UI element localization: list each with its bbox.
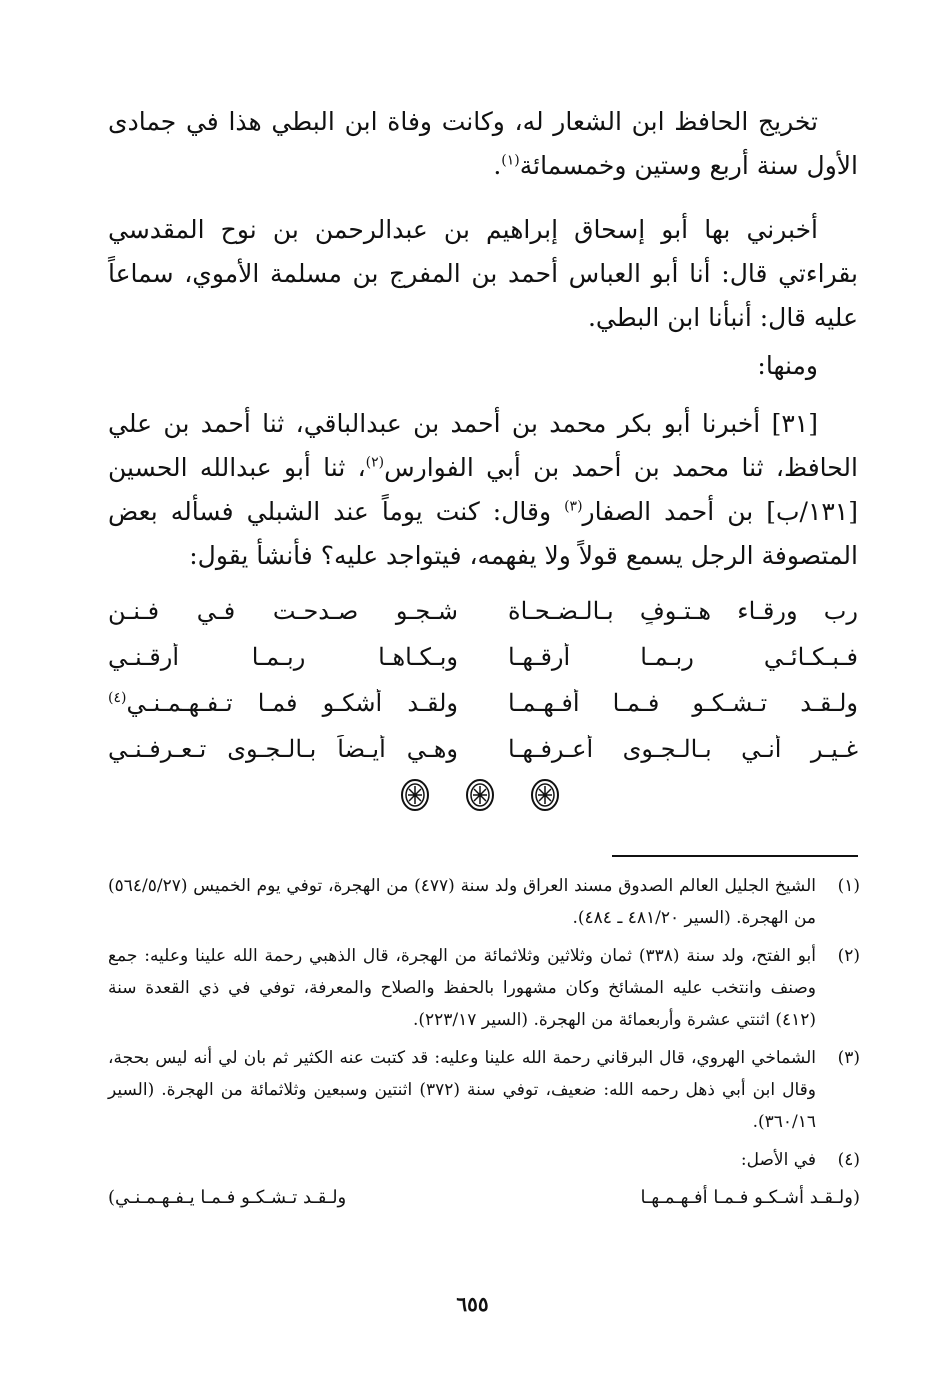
ornamental-rosette-icon bbox=[400, 778, 430, 812]
footnote bbox=[108, 1042, 860, 1138]
verse-first-hemistich: غـيـر أنـي بـالـجـوى أعـرفـهـا bbox=[508, 735, 858, 763]
paragraph-hadith-31 bbox=[108, 402, 858, 578]
ornamental-rosette-icon bbox=[465, 778, 495, 812]
verse-second-hemistich: وبـكـاهـا ربـمـا أرقـنـي bbox=[108, 643, 458, 671]
poem-verse bbox=[108, 680, 858, 726]
paragraph-period: . bbox=[493, 151, 502, 180]
verse-second-hemistich bbox=[108, 689, 458, 717]
verse-second-hemistich: وهـي أيـضاً بـالـجـوى تـعـرفـنـي bbox=[108, 735, 458, 763]
footnote-text: الشماخي الهروي، قال البرقاني رحمة الله علينا وعليه: قد كتبت عنه الكثير ثم بان لي أنه ليس بحجة، وقال ابن أبي ذهل رحمه الله: ضعيف، توفي سنة (٣٧٢) اثنتين وسبعين وثلاثمائة من الهجرة. (السير ٣٦٠/١٦). bbox=[108, 1048, 816, 1132]
variant-second-hemistich: ولـقـد تـشـكـو فـمـا يـفـهـمـنـي) bbox=[108, 1187, 347, 1208]
ornamental-rosette-icon bbox=[530, 778, 560, 812]
footnote-ref-3: (٣) bbox=[564, 498, 583, 515]
paragraph-text: وقال: كنت يوماً عند الشبلي فسأله بعض المتصوفة الرجل يسمع قولاً ولا يفهمه، فيتواجد عليه؟ فأنشأ يقول: bbox=[108, 497, 858, 570]
footnote-number: (٢) bbox=[837, 946, 860, 966]
footnote-text: في الأصل: bbox=[740, 1150, 816, 1170]
paragraph-chain-of-narration: أخبرني بها أبو إسحاق إبراهيم بن عبدالرحمن بن نوح المقدسي بقراءتي قال: أنا أبو العباس أحمد بن المفرج بن مسلمة الأموي، سماعاً عليه قال: أنبأنا ابن البطي. bbox=[108, 215, 858, 332]
section-divider-ornaments bbox=[400, 778, 560, 812]
footnote bbox=[108, 1144, 860, 1176]
footnote bbox=[108, 940, 860, 1036]
poem bbox=[108, 588, 858, 772]
poem-verse bbox=[108, 726, 858, 772]
footnote-text: الشيخ الجليل العالم الصدوق مسند العراق ولد سنة (٤٧٧) من الهجرة، توفي يوم الخميس (٥٦٤/٥/٢٧) من الهجرة. (السير ٤٨١/٢٠ ـ ٤٨٤). bbox=[108, 876, 817, 928]
footnote-ref-4: (٤) bbox=[108, 690, 127, 706]
paragraph-text: ، ثنا أبو عبدالله الحسين [١٣١/ب] بن أحمد الصفار bbox=[108, 453, 858, 526]
page-number: ٦٥٥ bbox=[456, 1292, 489, 1316]
footnote-variant-verse bbox=[108, 1182, 860, 1214]
footnote-number: (١) bbox=[837, 876, 860, 896]
variant-first-hemistich: (ولـقـد أشـكـو فـمـا أفـهـمـهـا bbox=[640, 1187, 860, 1208]
verse-first-hemistich: رب ورقـاء هـتـوفٍ بـالـضـحـاة bbox=[508, 597, 858, 625]
footnote-text: أبو الفتح، ولد سنة (٣٣٨) ثمان وثلاثين وثلاثمائة من الهجرة، قال الذهبي رحمة الله علينا وعليه: جمع وصنف وانتخب عليه المشائخ وكان مشهورا بالحفظ والصلاح والمعرفة، توفي في ذي القعدة سنة (٤١٢) اثنتي عشرة وأربعمائة من الهجرة. (السير ٢٢٣/١٧). bbox=[108, 946, 816, 1030]
poem-verse bbox=[108, 588, 858, 634]
footnote-number: (٤) bbox=[837, 1150, 860, 1170]
section-heading-wa-minha: ومنها: bbox=[757, 351, 818, 380]
footnote-separator bbox=[612, 855, 858, 857]
footnote-number: (٣) bbox=[837, 1048, 860, 1068]
verse-first-hemistich: ولـقـد تـشـكـو فـمـا أفـهـمـا bbox=[508, 689, 858, 717]
footnote bbox=[108, 870, 860, 934]
verse-second-hemistich: شـجـو صـدحـت فـي فـنـن bbox=[108, 597, 458, 625]
footnotes bbox=[108, 870, 860, 1214]
paragraph-text: تخريج الحافظ ابن الشعار له، وكانت وفاة ابن البطي هذا في جمادى الأول سنة أربع وستين وخمسمائة bbox=[108, 107, 858, 180]
verse-first-hemistich: فـبـكـائـي ربـمـا أرقـهـا bbox=[508, 643, 858, 671]
paragraph-biography-end bbox=[108, 100, 858, 188]
footnote-ref-1: (١) bbox=[501, 152, 520, 169]
poem-verse bbox=[108, 634, 858, 680]
hemistich-text: ولقـد أشكـو فمـا تـفـهـمـنـي bbox=[126, 689, 458, 717]
footnote-ref-2: (٢) bbox=[365, 454, 385, 471]
paragraph-text: [٣١] أخبرنا أبو بكر محمد بن أحمد بن عبدالباقي، ثنا أحمد بن علي الحافظ، ثنا محمد بن أحمد بن أبي الفوارس bbox=[108, 409, 858, 482]
